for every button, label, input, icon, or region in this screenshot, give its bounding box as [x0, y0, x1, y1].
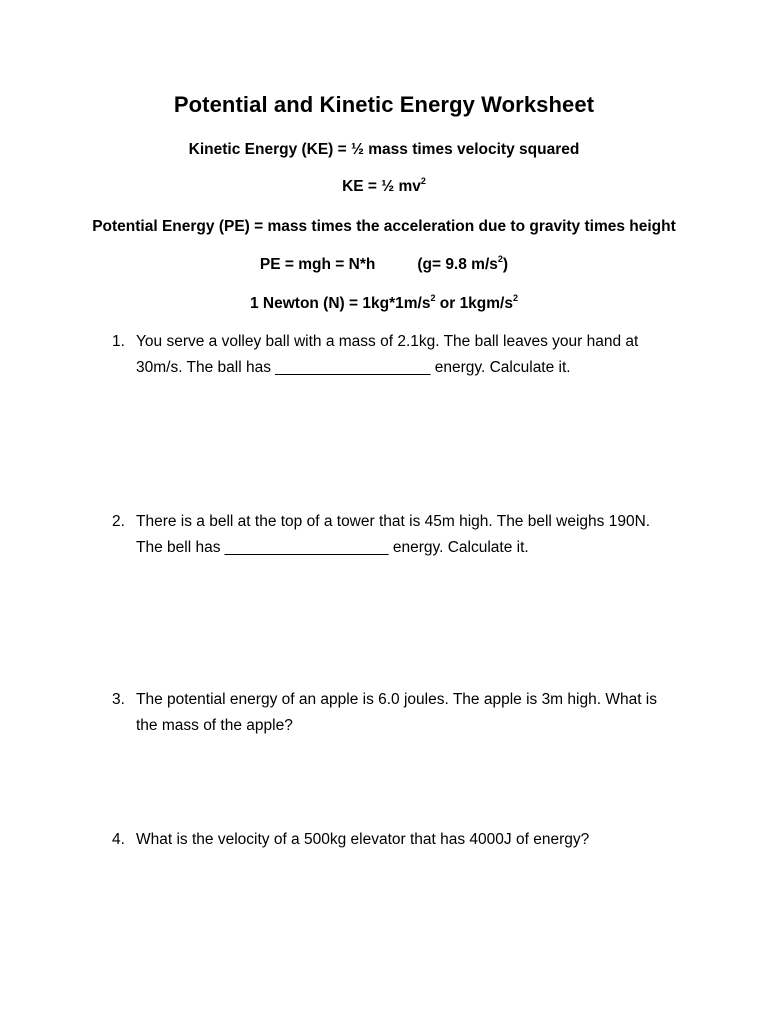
- gravity-exponent: 2: [497, 254, 503, 264]
- question-2: [112, 509, 712, 561]
- question-2-number: 2.: [112, 513, 125, 530]
- question-4-number: 4.: [112, 831, 125, 848]
- question-3-line-2: the mass of the apple?: [136, 717, 293, 734]
- newton-exponent-2: 2: [512, 293, 518, 303]
- ke-definition: Kinetic Energy (KE) = ½ mass times velocity squared: [188, 141, 580, 158]
- question-3: [112, 687, 712, 739]
- question-3-number: 3.: [112, 691, 125, 708]
- newton-prefix: 1 Newton (N) = 1kg*1m/s: [249, 295, 431, 312]
- question-4-line-1: What is the velocity of a 500kg elevator that has 4000J of energy?: [136, 831, 590, 848]
- newton-definition: [0, 295, 768, 313]
- question-4: [112, 827, 712, 853]
- pe-equation: [0, 256, 768, 274]
- gravity-suffix: ): [502, 256, 509, 273]
- question-3-line-1: The potential energy of an apple is 6.0 joules. The apple is 3m high. What is: [136, 691, 657, 708]
- gravity-prefix: (g= 9.8 m/s: [417, 256, 498, 273]
- pe-definition: Potential Energy (PE) = mass times the acceleration due to gravity times height: [92, 218, 676, 235]
- question-1: [112, 329, 712, 381]
- worksheet-title: Potential and Kinetic Energy Worksheet: [173, 92, 595, 117]
- question-1-line-1: You serve a volley ball with a mass of 2.1kg. The ball leaves your hand at: [136, 333, 639, 350]
- ke-equation-text: KE = ½ mv: [342, 178, 421, 195]
- pe-equation-text: PE = mgh = N*h: [259, 256, 376, 273]
- question-1-number: 1.: [112, 333, 125, 350]
- newton-middle: or 1kgm/s: [435, 295, 513, 312]
- ke-exponent: 2: [420, 176, 426, 186]
- question-1-line-2: 30m/s. The ball has __________________ energy. Calculate it.: [136, 359, 571, 376]
- newton-exponent-1: 2: [430, 293, 436, 303]
- question-2-line-1: There is a bell at the top of a tower that is 45m high. The bell weighs 190N.: [136, 513, 651, 530]
- ke-equation: [0, 178, 768, 196]
- question-2-line-2: The bell has ___________________ energy. Calculate it.: [136, 539, 529, 556]
